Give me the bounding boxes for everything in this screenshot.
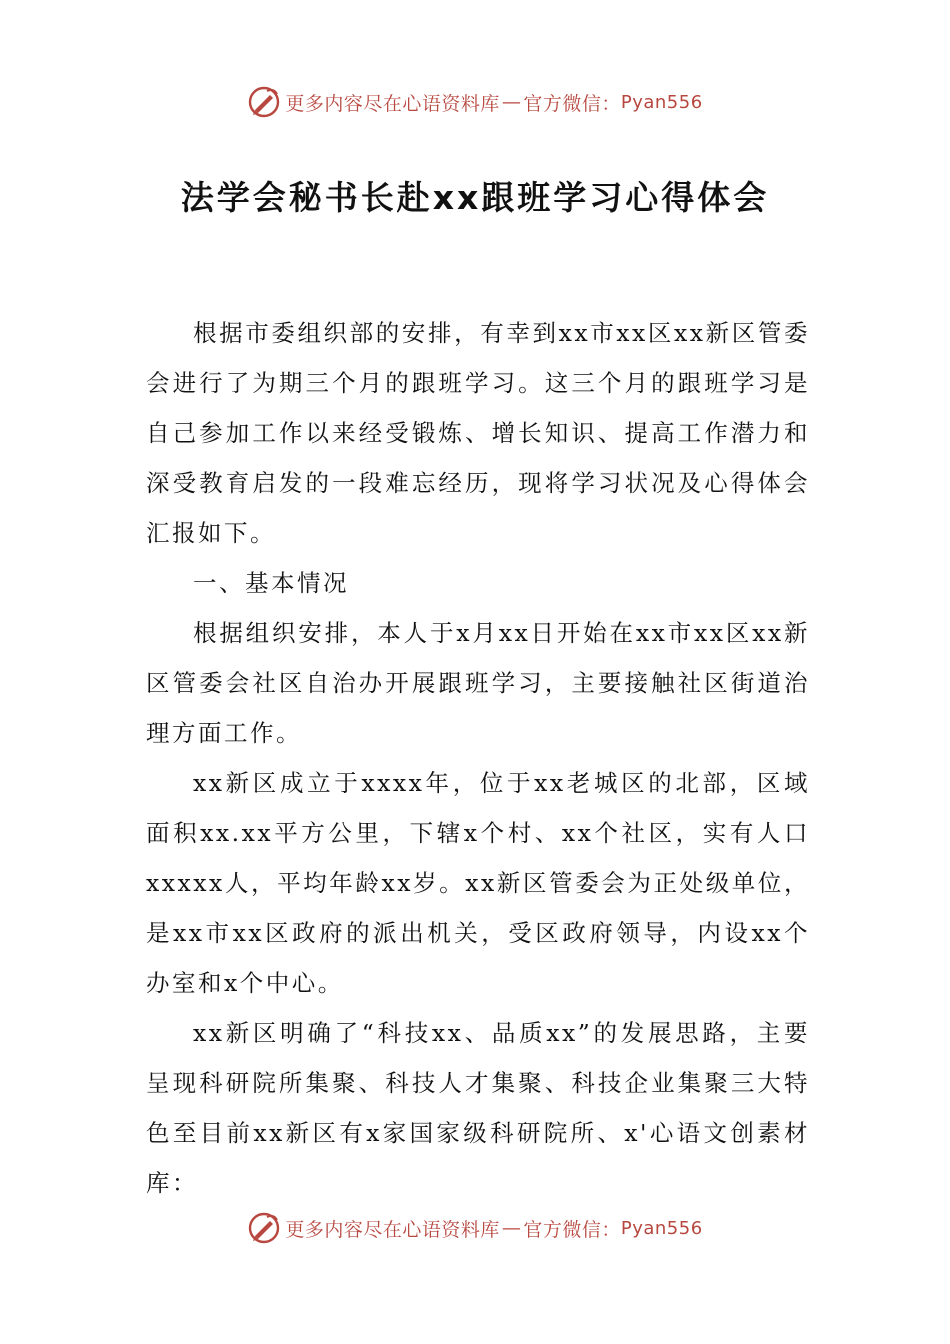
paragraph-district-overview: xx新区成立于xxxx年，位于xx老城区的北部，区域面积xx.xx平方公里，下辖x个村、xx个社区，实有人口xxxxx人，平均年龄xx岁。xx新区管委会为正处级单位，是xx市xx区政府的派出机关，受区政府领导，内设xx个办室和x个中心。 — [146, 769, 810, 997]
banner-text: 更多内容尽在心语资料库 — [285, 1218, 500, 1241]
paragraph-intro: 根据市委组织部的安排，有幸到xx市xx区xx新区管委会进行了为期三个月的跟班学习。这三个月的跟班学习是自己参加工作以来经受锻炼、增长知识、提高工作潜力和深受教育启发的一段难忘经历，现将学习状况及心得体会汇报如下。 — [146, 319, 810, 547]
section-heading: 一、基本情况 — [193, 569, 349, 597]
pen-logo-icon — [247, 85, 281, 119]
pen-logo-icon — [247, 1211, 281, 1245]
wechat-id: Pyan556 — [620, 91, 703, 113]
wechat-label: 官方微信： — [523, 92, 621, 115]
paragraph-development: xx新区明确了“科技xx、品质xx”的发展思路，主要呈现科研院所集聚、科技人才集聚、科技企业集聚三大特色至目前xx新区有x家国家级科研院所、x'心语文创素材库： — [146, 1019, 810, 1197]
paragraph-arrangement: 根据组织安排，本人于x月xx日开始在xx市xx区xx新区管委会社区自治办开展跟班学习，主要接触社区街道治理方面工作。 — [146, 619, 810, 747]
footer-banner — [0, 1208, 950, 1248]
header-banner — [0, 82, 950, 122]
document-title: 法学会秘书长赴xx跟班学习心得体会 — [180, 178, 770, 217]
document-body — [146, 308, 810, 1208]
wechat-label: 官方微信： — [523, 1218, 621, 1241]
wechat-id: Pyan556 — [620, 1217, 703, 1239]
banner-separator: — — [501, 91, 522, 113]
banner-text: 更多内容尽在心语资料库 — [285, 92, 500, 115]
banner-separator: — — [501, 1217, 522, 1239]
